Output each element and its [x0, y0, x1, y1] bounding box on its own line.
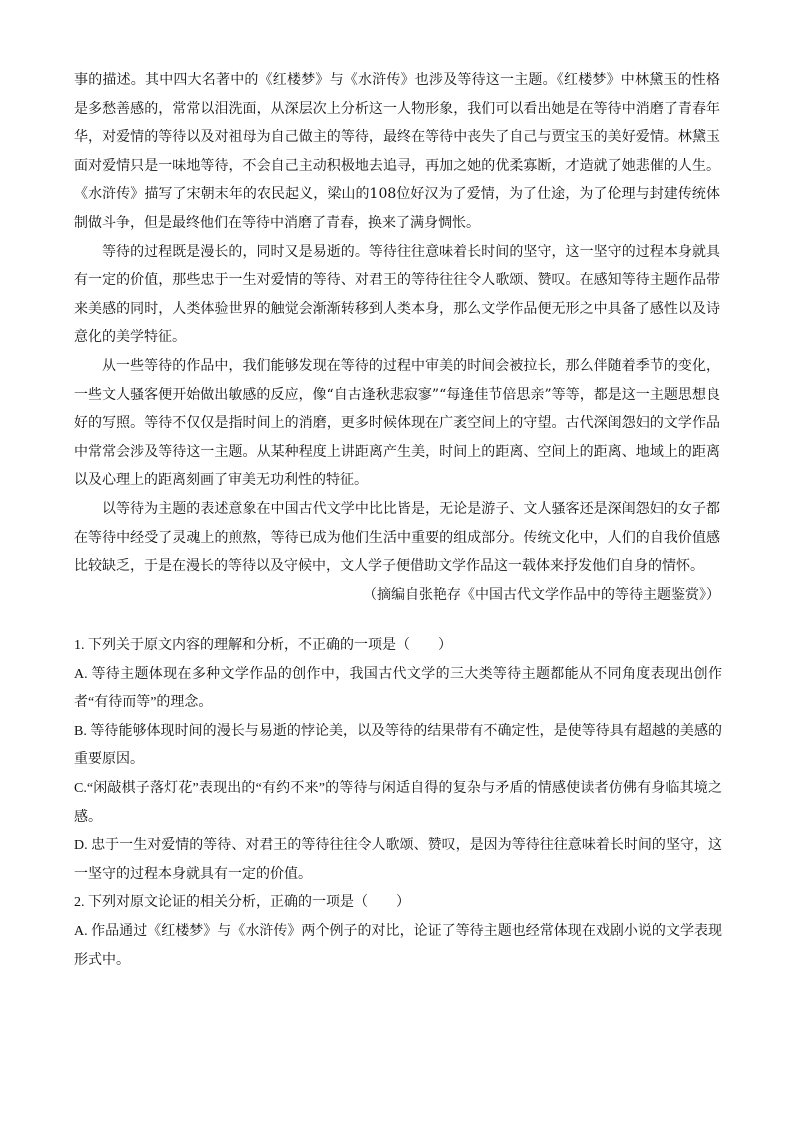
question-2-option-a: A. 作品通过《红楼梦》与《水浒传》两个例子的对比，论证了等待主题也经常体现在戏剧小说的文学表现形式中。: [74, 923, 722, 968]
question-section: [74, 632, 722, 975]
article-citation: （摘编自张艳存《中国古代文学作品中的等待主题鉴赏》）: [363, 586, 720, 603]
question-1-option-a: A. 等待主题体现在多种文学作品的创作中，我国古代文学的三大类等待主题都能从不同角度表现出创作者“有待而等”的理念。: [74, 666, 722, 711]
question-2: [74, 889, 722, 975]
question-1-option-b: B. 等待能够体现时间的漫长与易逝的悖论美，以及等待的结果带有不确定性，是使等待具有超越的美感的重要原因。: [74, 723, 722, 768]
article-body: [74, 66, 720, 609]
article-paragraph-2: 等待的过程既是漫长的，同时又是易逝的。等待往往意味着长时间的坚守，这一坚守的过程本身就具有一定的价值，那些忠于一生对爱情的等待、对君王的等待往往令人歌颂、赞叹。在感知等待主题作品带来美感的同时，人类体验世界的触觉会渐渐转移到人类本身，那么文学作品便无形之中具备了感性以及诗意化的美学特征。: [74, 243, 720, 346]
article-paragraph-3: 从一些等待的作品中，我们能够发现在等待的过程中审美的时间会被拉长，那么伴随着季节的变化，一些文人骚客便开始做出敏感的反应，像“自古逢秋悲寂寥”“每逢佳节倍思亲”等等，都是这一主题思想良好的写照。等待不仅仅是指时间上的消磨，更多时候体现在广袤空间上的守望。古代深闺怨妇的文学作品中常常会涉及等待这一主题。从某种程度上讲距离产生美，时间上的距离、空间上的距离、地域上的距离以及心理上的距离刻画了审美无功利性的特征。: [74, 357, 720, 489]
question-1-stem: 1. 下列关于原文内容的理解和分析，不正确的一项是（ ）: [74, 638, 452, 653]
article-paragraph-1: 事的描述。其中四大名著中的《红楼梦》与《水浒传》也涉及等待这一主题。《红楼梦》中林黛玉的性格是多愁善感的，常常以泪洗面，从深层次上分析这一人物形象，我们可以看出她是在等待中消磨了青春年华，对爱情的等待以及对祖母为自己做主的等待，最终在等待中丧失了自己与贾宝玉的美好爱情。林黛玉面对爱情只是一味地等待，不会自己主动积极地去追寻，再加之她的优柔寡断，才造就了她悲催的人生。《水浒传》描写了宋朝末年的农民起义，梁山的108位好汉为了爱情，为了仕途，为了伦理与封建传统体制做斗争，但是最终他们在等待中消磨了青春，换来了满身惆怅。: [74, 72, 720, 231]
question-1-option-d: D. 忠于一生对爱情的等待、对君王的等待往往令人歌颂、赞叹，是因为等待往往意味着长时间的坚守，这一坚守的过程本身就具有一定的价值。: [74, 838, 722, 882]
article-paragraph-4: 以等待为主题的表述意象在中国古代文学中比比皆是，无论是游子、文人骚客还是深闺怨妇的女子都在等待中经受了灵魂上的煎熬，等待已成为他们生活中重要的组成部分。传统文化中，人们的自我价值感比较缺乏，于是在漫长的等待以及守候中，文人学子便借助文学作品这一载体来抒发他们自身的情怀。: [74, 500, 720, 575]
question-1-option-c: C.“闲敲棋子落灯花”表现出的“有约不来”的等待与闲适自得的复杂与矛盾的情感使读者仿佛有身临其境之感。: [74, 780, 722, 825]
question-2-stem: 2. 下列对原文论证的相关分析，正确的一项是（ ）: [74, 895, 410, 911]
question-1: [74, 632, 722, 889]
